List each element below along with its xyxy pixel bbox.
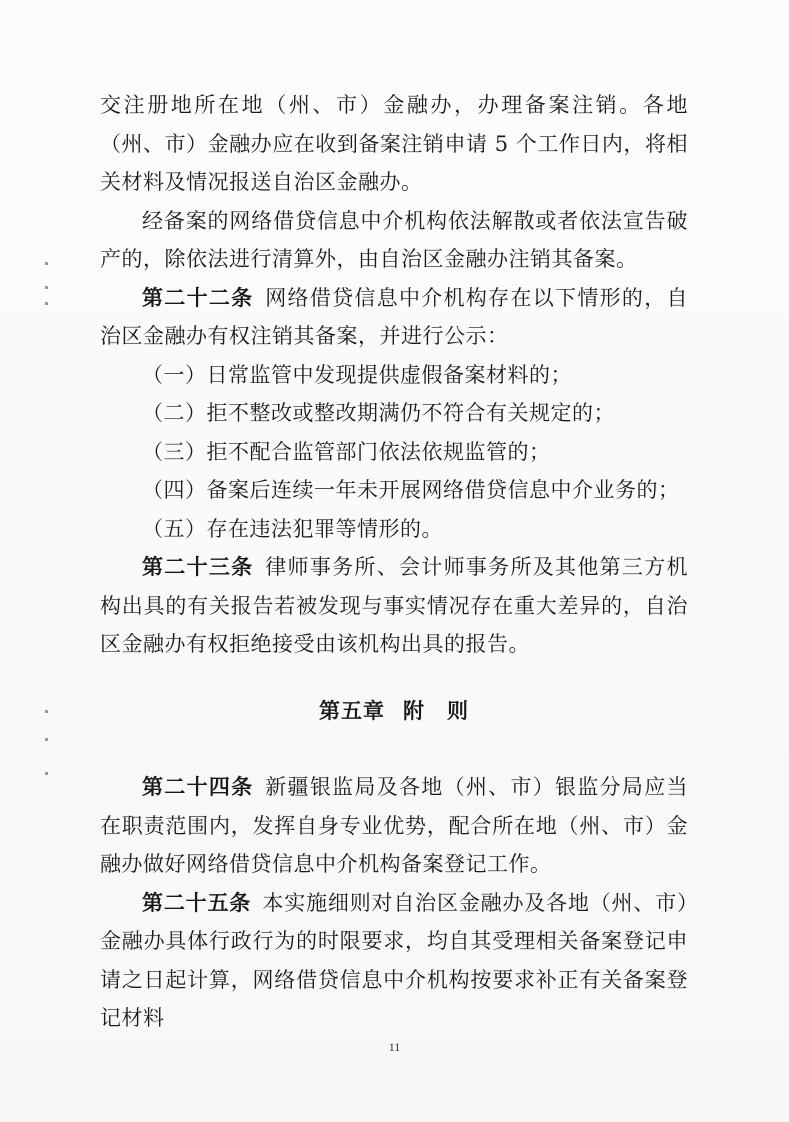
body-paragraph — [100, 471, 688, 510]
paragraph-text: （一）日常监管中发现提供虚假备案材料的； — [142, 362, 572, 387]
article-paragraph — [100, 884, 688, 1038]
paragraph-text: 本实施细则对自治区金融办及各地（州、市）金融办具体行政行为的时限要求，均自其受理相关备案登记申请之日起计算，网络借贷信息中介机构按要求补正有关备案登记材料 — [100, 890, 689, 1030]
document-body — [100, 86, 688, 1038]
paragraph-text: 网络借贷信息中介机构存在以下情形的，自治区金融办有权注销其备案，并进行公示： — [100, 285, 689, 348]
paragraph-text: 新疆银监局及各地（州、市）银监分局应当在职责范围内，发挥自身专业优势，配合所在地（州、市）金融办做好网络借贷信息中介机构备案登记工作。 — [100, 775, 689, 876]
body-paragraph — [100, 394, 688, 433]
body-paragraph — [100, 86, 688, 202]
body-paragraph — [100, 433, 688, 472]
chapter-heading — [100, 692, 688, 731]
article-paragraph — [100, 548, 688, 664]
article-heading: 第二十四条 — [142, 775, 254, 799]
paragraph-text: （五）存在违法犯罪等情形的。 — [142, 516, 443, 541]
paragraph-text: 律师事务所、会计师事务所及其他第三方机构出具的有关报告若被发现与事实情况存在重大差异的，自治区金融办有权拒绝接受由该机构出具的报告。 — [100, 555, 689, 656]
page-number: 11 — [388, 1040, 401, 1054]
margin-mark — [45, 286, 48, 289]
section-before-chapter — [100, 86, 688, 664]
margin-mark — [45, 302, 48, 305]
paragraph-text: 交注册地所在地（州、市）金融办，办理备案注销。各地（州、市）金融办应在收到备案注销申请 5 个工作日内，将相关材料及情况报送自治区金融办。 — [100, 93, 688, 194]
margin-mark — [45, 738, 48, 741]
chapter-number: 第五章 — [319, 698, 385, 723]
article-heading: 第二十二条 — [142, 285, 254, 310]
margin-mark — [45, 710, 48, 713]
paragraph-text: （三）拒不配合监管部门依法依规监管的； — [142, 439, 551, 464]
article-paragraph — [100, 768, 688, 884]
margin-mark — [45, 772, 48, 775]
article-heading: 第二十三条 — [142, 555, 254, 579]
paragraph-text: （四）备案后连续一年未开展网络借贷信息中介业务的； — [142, 478, 680, 502]
article-heading: 第二十五条 — [142, 890, 252, 915]
body-paragraph — [100, 202, 688, 279]
section-after-chapter — [100, 768, 688, 1038]
paragraph-text: （二）拒不整改或整改期满仍不符合有关规定的； — [142, 401, 615, 425]
paragraph-text: 经备案的网络借贷信息中介机构依法解散或者依法宣告破产的，除依法进行清算外，由自治区金融办注销其备案。 — [100, 208, 688, 271]
margin-mark — [45, 262, 48, 265]
chapter-title: 附 则 — [403, 698, 469, 723]
article-paragraph — [100, 279, 688, 356]
body-paragraph — [100, 356, 688, 395]
body-paragraph — [100, 510, 688, 549]
